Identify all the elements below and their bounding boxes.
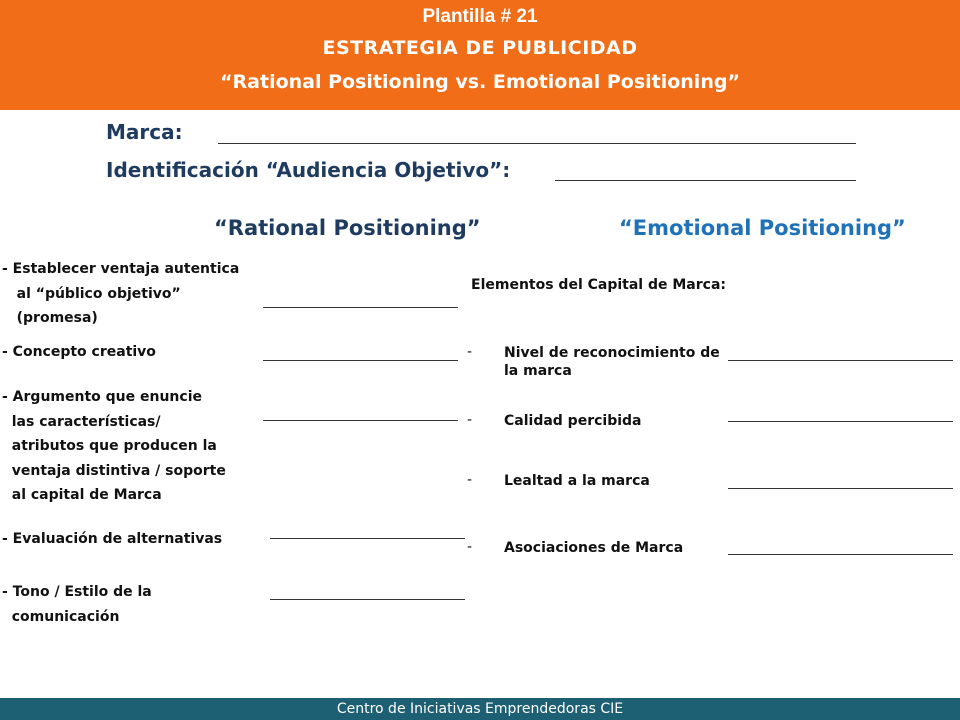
rational-item-evaluacion: - Evaluación de alternativas — [2, 531, 223, 547]
rational-item-ventaja: - Establecer ventaja autentica al “público objetivo” (promesa) — [2, 261, 240, 327]
emotional-item-asociaciones: Asociaciones de Marca — [504, 540, 684, 556]
audiencia-field[interactable] — [555, 180, 856, 181]
marca-label: Marca: — [106, 120, 183, 144]
emotional-heading: Elementos del Capital de Marca: — [471, 277, 726, 293]
emotional-item-lealtad: Lealtad a la marca — [504, 473, 650, 489]
page-subtitle: “Rational Positioning vs. Emotional Positioning” — [220, 71, 740, 93]
marca-field[interactable] — [218, 143, 856, 144]
rational-field-tono[interactable] — [270, 599, 465, 600]
header-banner — [0, 0, 960, 110]
emotional-dash: - — [467, 472, 473, 488]
rational-field-argumento[interactable] — [263, 420, 458, 421]
rational-field-ventaja[interactable] — [263, 307, 458, 308]
emotional-title: “Emotional Positioning” — [619, 216, 906, 240]
footer-bar: Centro de Iniciativas Emprendedoras CIE — [0, 698, 960, 720]
emotional-item-reconocimiento: Nivel de reconocimiento de la marca — [504, 345, 720, 379]
emotional-field-calidad[interactable] — [728, 421, 953, 422]
emotional-field-lealtad[interactable] — [728, 488, 953, 489]
audiencia-label: Identificación “Audiencia Objetivo”: — [106, 158, 511, 182]
emotional-dash: - — [467, 344, 473, 360]
rational-title: “Rational Positioning” — [214, 216, 481, 240]
emotional-field-reconocimiento[interactable] — [728, 360, 953, 361]
emotional-dash: - — [467, 539, 473, 555]
rational-item-tono: - Tono / Estilo de la comunicación — [2, 584, 152, 625]
template-number: Plantilla # 21 — [422, 6, 538, 27]
rational-item-argumento: - Argumento que enuncie las características/ atributos que producen la ventaja distintiva / soporte al capital de Marca — [2, 389, 226, 504]
emotional-dash: - — [467, 412, 473, 428]
rational-field-evaluacion[interactable] — [270, 538, 465, 539]
emotional-field-asociaciones[interactable] — [728, 554, 953, 555]
rational-field-concepto[interactable] — [263, 360, 458, 361]
page-title: ESTRATEGIA DE PUBLICIDAD — [322, 37, 638, 59]
emotional-item-calidad: Calidad percibida — [504, 413, 642, 429]
rational-item-concepto: - Concepto creativo — [2, 344, 156, 360]
